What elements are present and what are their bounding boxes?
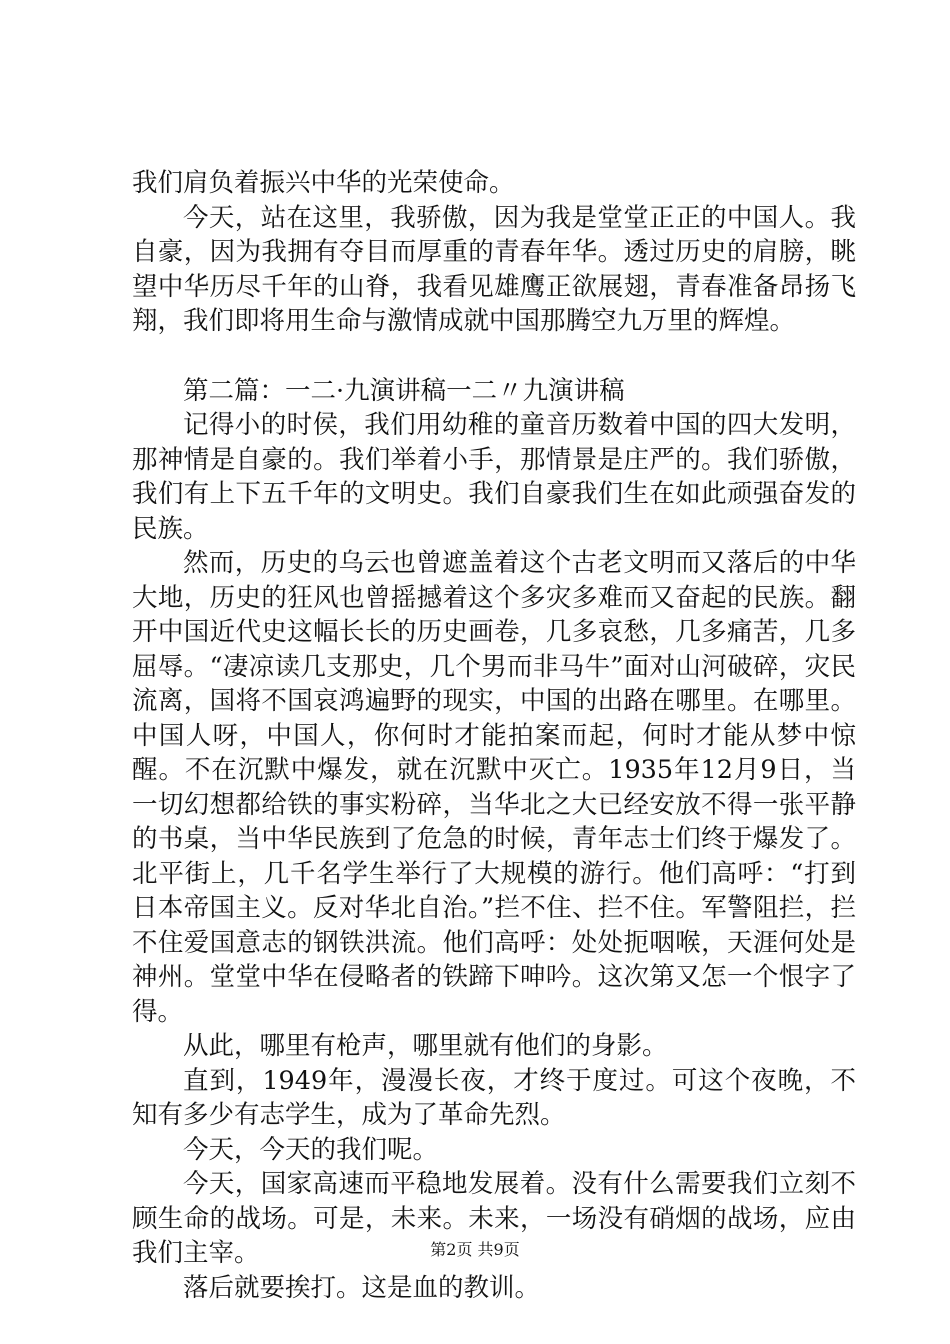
paragraph: 今天，今天的我们呢。: [183, 1134, 439, 1165]
spacer: [132, 339, 856, 374]
section-heading: 第二篇：一二·九演讲稿一二〃九演讲稿: [183, 375, 625, 406]
paragraph: 记得小的时侯，我们用幼稚的童音历数着中国的四大发明，那神情是自豪的。我们举着小手，那情景是庄严的。我们骄傲，我们有上下五千年的文明史。我们自豪我们生在如此顽强奋发的民族。: [132, 410, 856, 544]
paragraph: 从此，哪里有枪声，哪里就有他们的身影。: [183, 1031, 668, 1061]
paragraph: 今天，国家高速而平稳地发展着。没有什么需要我们立刻不顾生命的战场。可是，未来。未来，一场没有硝烟的战场，应由我们主宰。: [132, 1169, 856, 1268]
document-body: [132, 166, 856, 1305]
paragraph: 然而，历史的乌云也曾遮盖着这个古老文明而又落后的中华大地，历史的狂风也曾摇撼着这个多灾多难而又奋起的民族。翻开中国近代史这幅长长的历史画卷，几多哀愁，几多痛苦，几多屈辱。“凄凉读几支那史，几个男而非马牛”面对山河破碎，灾民流离，国将不国哀鸿遍野的现实，中国的出路在哪里。在哪里。中国人呀，中国人，你何时才能拍案而起，何时才能从梦中惊醒。不在沉默中爆发，就在沉默中灭亡。1935年12月9日，当一切幻想都给铁的事实粉碎，当华北之大已经安放不得一张平静的书桌，当中华民族到了危急的时候，青年志士们终于爆发了。北平街上，几千名学生举行了大规模的游行。他们高呼：“打到日本帝国主义。反对华北自治。”拦不住、拦不住。军警阻拦，拦不住爱国意志的钢铁洪流。他们高呼：处处扼咽喉，天涯何处是神州。堂堂中华在侵略者的铁蹄下呻吟。这次第又怎一个恨字了得。: [132, 548, 856, 1027]
paragraph: 今天，站在这里，我骄傲，因为我是堂堂正正的中国人。我自豪，因为我拥有夺目而厚重的青春年华。透过历史的肩膀，眺望中华历尽千年的山脊，我看见雄鹰正欲展翅，青春准备昂扬飞翔，我们即将用生命与激情成就中国那腾空九万里的辉煌。: [132, 202, 856, 336]
paragraph: 直到，1949年，漫漫长夜，才终于度过。可这个夜晚，不知有多少有志学生，成为了革命先烈。: [132, 1065, 856, 1130]
paragraph: 我们肩负着振兴中华的光荣使命。: [132, 168, 515, 198]
page-number: 第2页 共9页: [430, 1240, 520, 1259]
paragraph: 落后就要挨打。这是血的教训。: [183, 1272, 541, 1303]
